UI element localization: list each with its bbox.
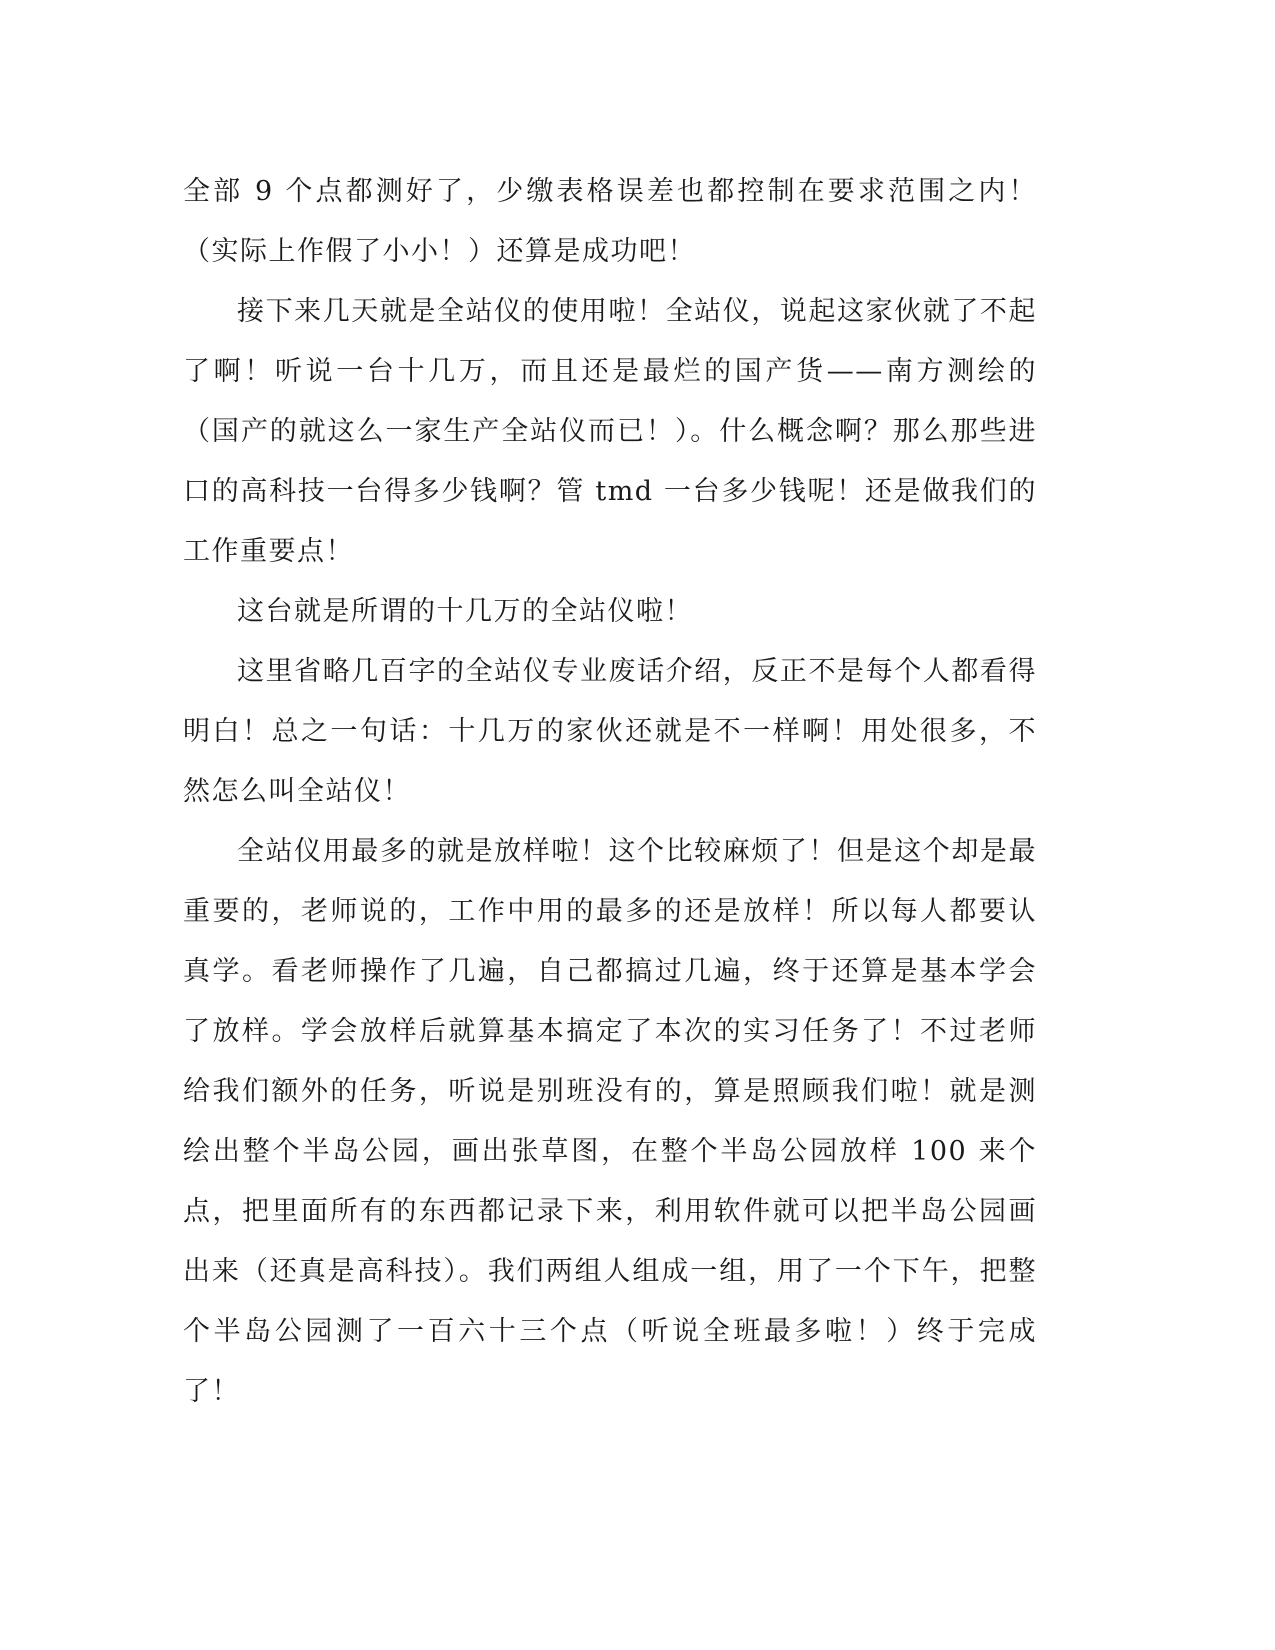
paragraph-omitted-intro: 这里省略几百字的全站仪专业废话介绍，反正不是每个人都看得明白！总之一句话：十几万的家伙还就是不一样啊！用处很多，不然怎么叫全站仪！ xyxy=(183,656,1037,807)
paragraph-total-station-intro: 接下来几天就是全站仪的使用啦！全站仪，说起这家伙就了不起了啊！听说一台十几万，而且还是最烂的国产货——南方测绘的（国产的就这么一家生产全站仪而已！）。什么概念啊？那么那些进口的高科技一台得多少钱啊？管 tmd 一台多少钱呢！还是做我们的工作重要点！ xyxy=(183,296,1037,567)
body-text xyxy=(183,162,1037,1422)
paragraph-photo-caption: 这台就是所谓的十几万的全站仪啦！ xyxy=(237,596,693,627)
paragraph-staking-out: 全站仪用最多的就是放样啦！这个比较麻烦了！但是这个却是最重要的，老师说的，工作中用的最多的还是放样！所以每人都要认真学。看老师操作了几遍，自己都搞过几遍，终于还算是基本学会了放样。学会放样后就算基本搞定了本次的实习任务了！不过老师给我们额外的任务，听说是别班没有的，算是照顾我们啦！就是测绘出整个半岛公园，画出张草图，在整个半岛公园放样 100 来个点，把里面所有的东西都记录下来，利用软件就可以把半岛公园画出来（还真是高科技）。我们两组人组成一组，用了一个下午，把整个半岛公园测了一百六十三个点（听说全班最多啦！）终于完成了！ xyxy=(183,836,1037,1407)
paragraph-continuation: 全部 9 个点都测好了，少缴表格误差也都控制在要求范围之内！（实际上作假了小小！）还算是成功吧！ xyxy=(183,176,1037,267)
